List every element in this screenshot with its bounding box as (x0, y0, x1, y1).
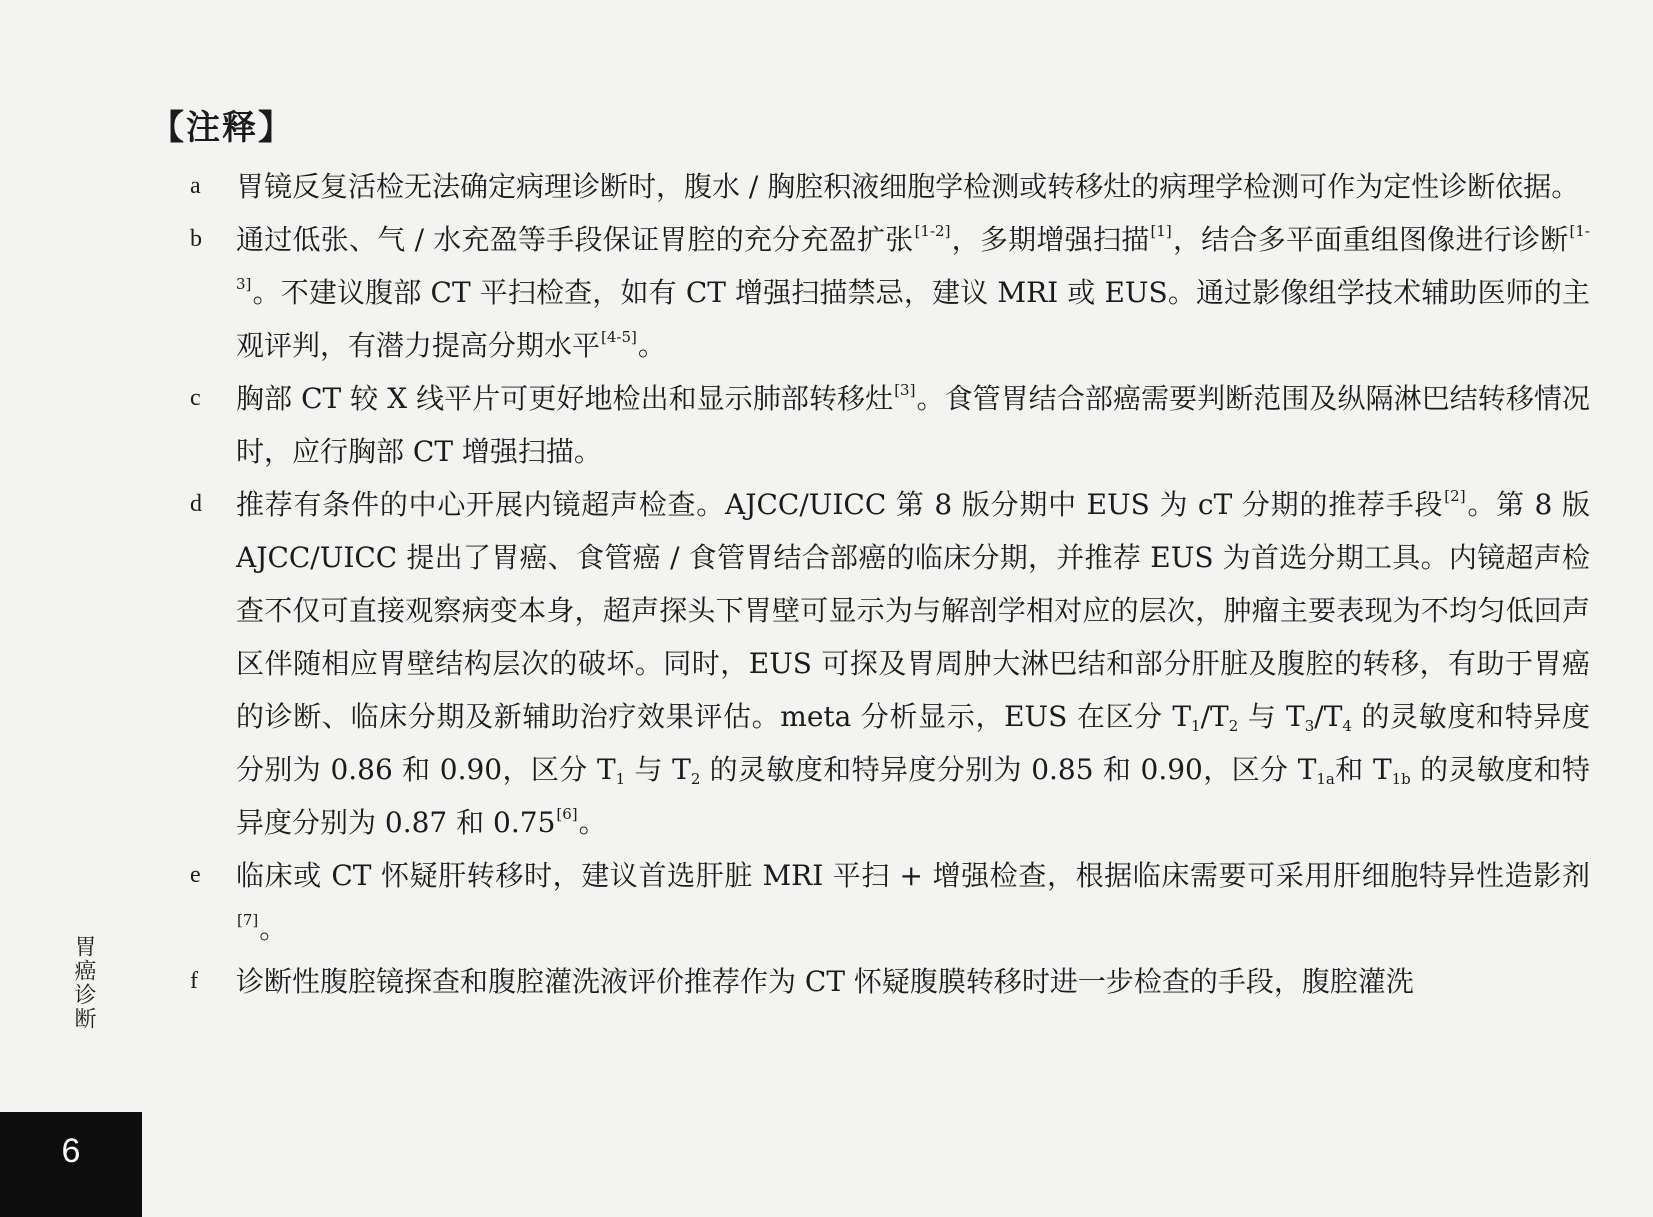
citation: [6] (556, 805, 578, 823)
note-text-segment: 。第 8 版 AJCC/UICC 提出了胃癌、食管癌 / 食管胃结合部癌的临床分期，并推荐 EUS 为首选分期工具。内镜超声检查不仅可直接观察病变本身，超声探头下胃壁可显示为与解剖学相对应的层次，肿瘤主要表现为不均匀低回声区伴随相应胃壁结构层次的破坏。同时，EUS 可探及胃周肿大淋巴结和部分肝脏及腹腔的转移，有助于胃癌的诊断、临床分期及新辅助治疗效果评估。meta 分析显示，EUS 在区分 (236, 488, 1590, 733)
note-text (236, 223, 1590, 362)
note-text-segment: 通过低张、气 / 水充盈等手段保证胃腔的充分充盈扩张 (236, 223, 914, 256)
note-text (236, 170, 1579, 203)
note-f (190, 955, 1590, 1008)
note-text-segment: 的灵敏度和特异度分别为 0.86 和 0.90，区分 (236, 700, 1590, 786)
notes-list (190, 160, 1590, 1008)
note-text-segment: 与 (1238, 700, 1287, 733)
note-text-segment: 的灵敏度和特异度分别为 0.87 和 0.75 (236, 753, 1590, 839)
citation: [1-3] (236, 222, 1590, 293)
stage-subscript: 2 (690, 770, 701, 788)
note-text (236, 859, 1590, 945)
note-b (190, 213, 1590, 372)
note-text-segment: ，多期增强扫描 (951, 223, 1150, 256)
note-text-segment: 推荐有条件的中心开展内镜超声检查。AJCC/UICC 第 8 版分期中 EUS 为 cT 分期的推荐手段 (236, 488, 1444, 521)
stage-symbol: T (672, 753, 691, 786)
stage-symbol: T (1286, 700, 1305, 733)
stage-subscript: 1a (1316, 770, 1335, 788)
stage-subscript: 4 (1342, 717, 1352, 735)
note-text-segment: 和 (1334, 753, 1373, 786)
note-e (190, 849, 1590, 955)
stage-subscript: 1b (1391, 770, 1411, 788)
note-text-segment: 胃镜反复活检无法确定病理诊断时，腹水 / 胸腔积液细胞学检测或转移灶的病理学检测可作为定性诊断依据。 (236, 170, 1580, 203)
stage-subscript: 3 (1304, 717, 1315, 735)
note-text (236, 965, 1414, 998)
citation: [2] (1444, 487, 1466, 505)
note-text-segment: 胸部 CT 较 X 线平片可更好地检出和显示肺部转移灶 (236, 382, 894, 415)
stage-symbol: T (1372, 753, 1392, 786)
stage-subscript: 1 (1191, 717, 1201, 735)
page-title: 【注释】 (150, 108, 294, 148)
note-text-segment: 。 (259, 912, 288, 945)
note-letter: f (190, 968, 198, 994)
section-side-label: 胃癌诊断 (71, 935, 96, 1031)
citation: [7] (237, 911, 259, 929)
slash: / (1200, 700, 1211, 733)
note-text-segment: 与 (625, 753, 673, 786)
citation: [3] (894, 381, 916, 399)
note-letter: a (190, 173, 201, 199)
stage-symbol: T (1172, 700, 1192, 733)
stage-symbol: T (1210, 700, 1229, 733)
page-number: 6 (0, 1112, 142, 1217)
note-d (190, 478, 1590, 849)
note-text-segment: 的灵敏度和特异度分别为 0.85 和 0.90，区分 (700, 753, 1298, 786)
stage-symbol: T (596, 753, 616, 786)
note-text-segment: 诊断性腹腔镜探查和腹腔灌洗液评价推荐作为 CT 怀疑腹膜转移时进一步检查的手段，腹腔灌洗 (236, 965, 1414, 998)
note-text (236, 382, 1590, 468)
note-text-segment: ，结合多平面重组图像进行诊断 (1172, 223, 1569, 256)
stage-symbol: T (1323, 700, 1343, 733)
note-letter: c (190, 385, 201, 411)
stage-subscript: 2 (1228, 717, 1239, 735)
note-text-segment: 。不建议腹部 CT 平扫检查，如有 CT 增强扫描禁忌，建议 MRI 或 EUS。通过影像组学技术辅助医师的主观评判，有潜力提高分期水平 (236, 276, 1590, 362)
note-text-segment: 临床或 CT 怀疑肝转移时，建议首选肝脏 MRI 平扫 + 增强检查，根据临床需要可采用肝细胞特异性造影剂 (236, 859, 1590, 892)
stage-subscript: 1 (615, 770, 626, 788)
note-c (190, 372, 1590, 478)
citation: [4-5] (601, 328, 637, 346)
note-text-segment: 。 (578, 806, 607, 839)
note-a (190, 160, 1590, 213)
citation: [1] (1150, 222, 1172, 240)
note-text-segment: 。 (637, 329, 666, 362)
note-letter: e (190, 862, 201, 888)
slash: / (1314, 700, 1324, 733)
citation: [1-2] (914, 222, 951, 240)
note-letter: b (190, 226, 202, 252)
note-text-segment: 。食管胃结合部癌需要判断范围及纵隔淋巴结转移情况时，应行胸部 CT 增强扫描。 (236, 382, 1590, 468)
stage-symbol: T (1297, 753, 1317, 786)
note-letter: d (190, 491, 202, 517)
note-text (236, 488, 1590, 839)
